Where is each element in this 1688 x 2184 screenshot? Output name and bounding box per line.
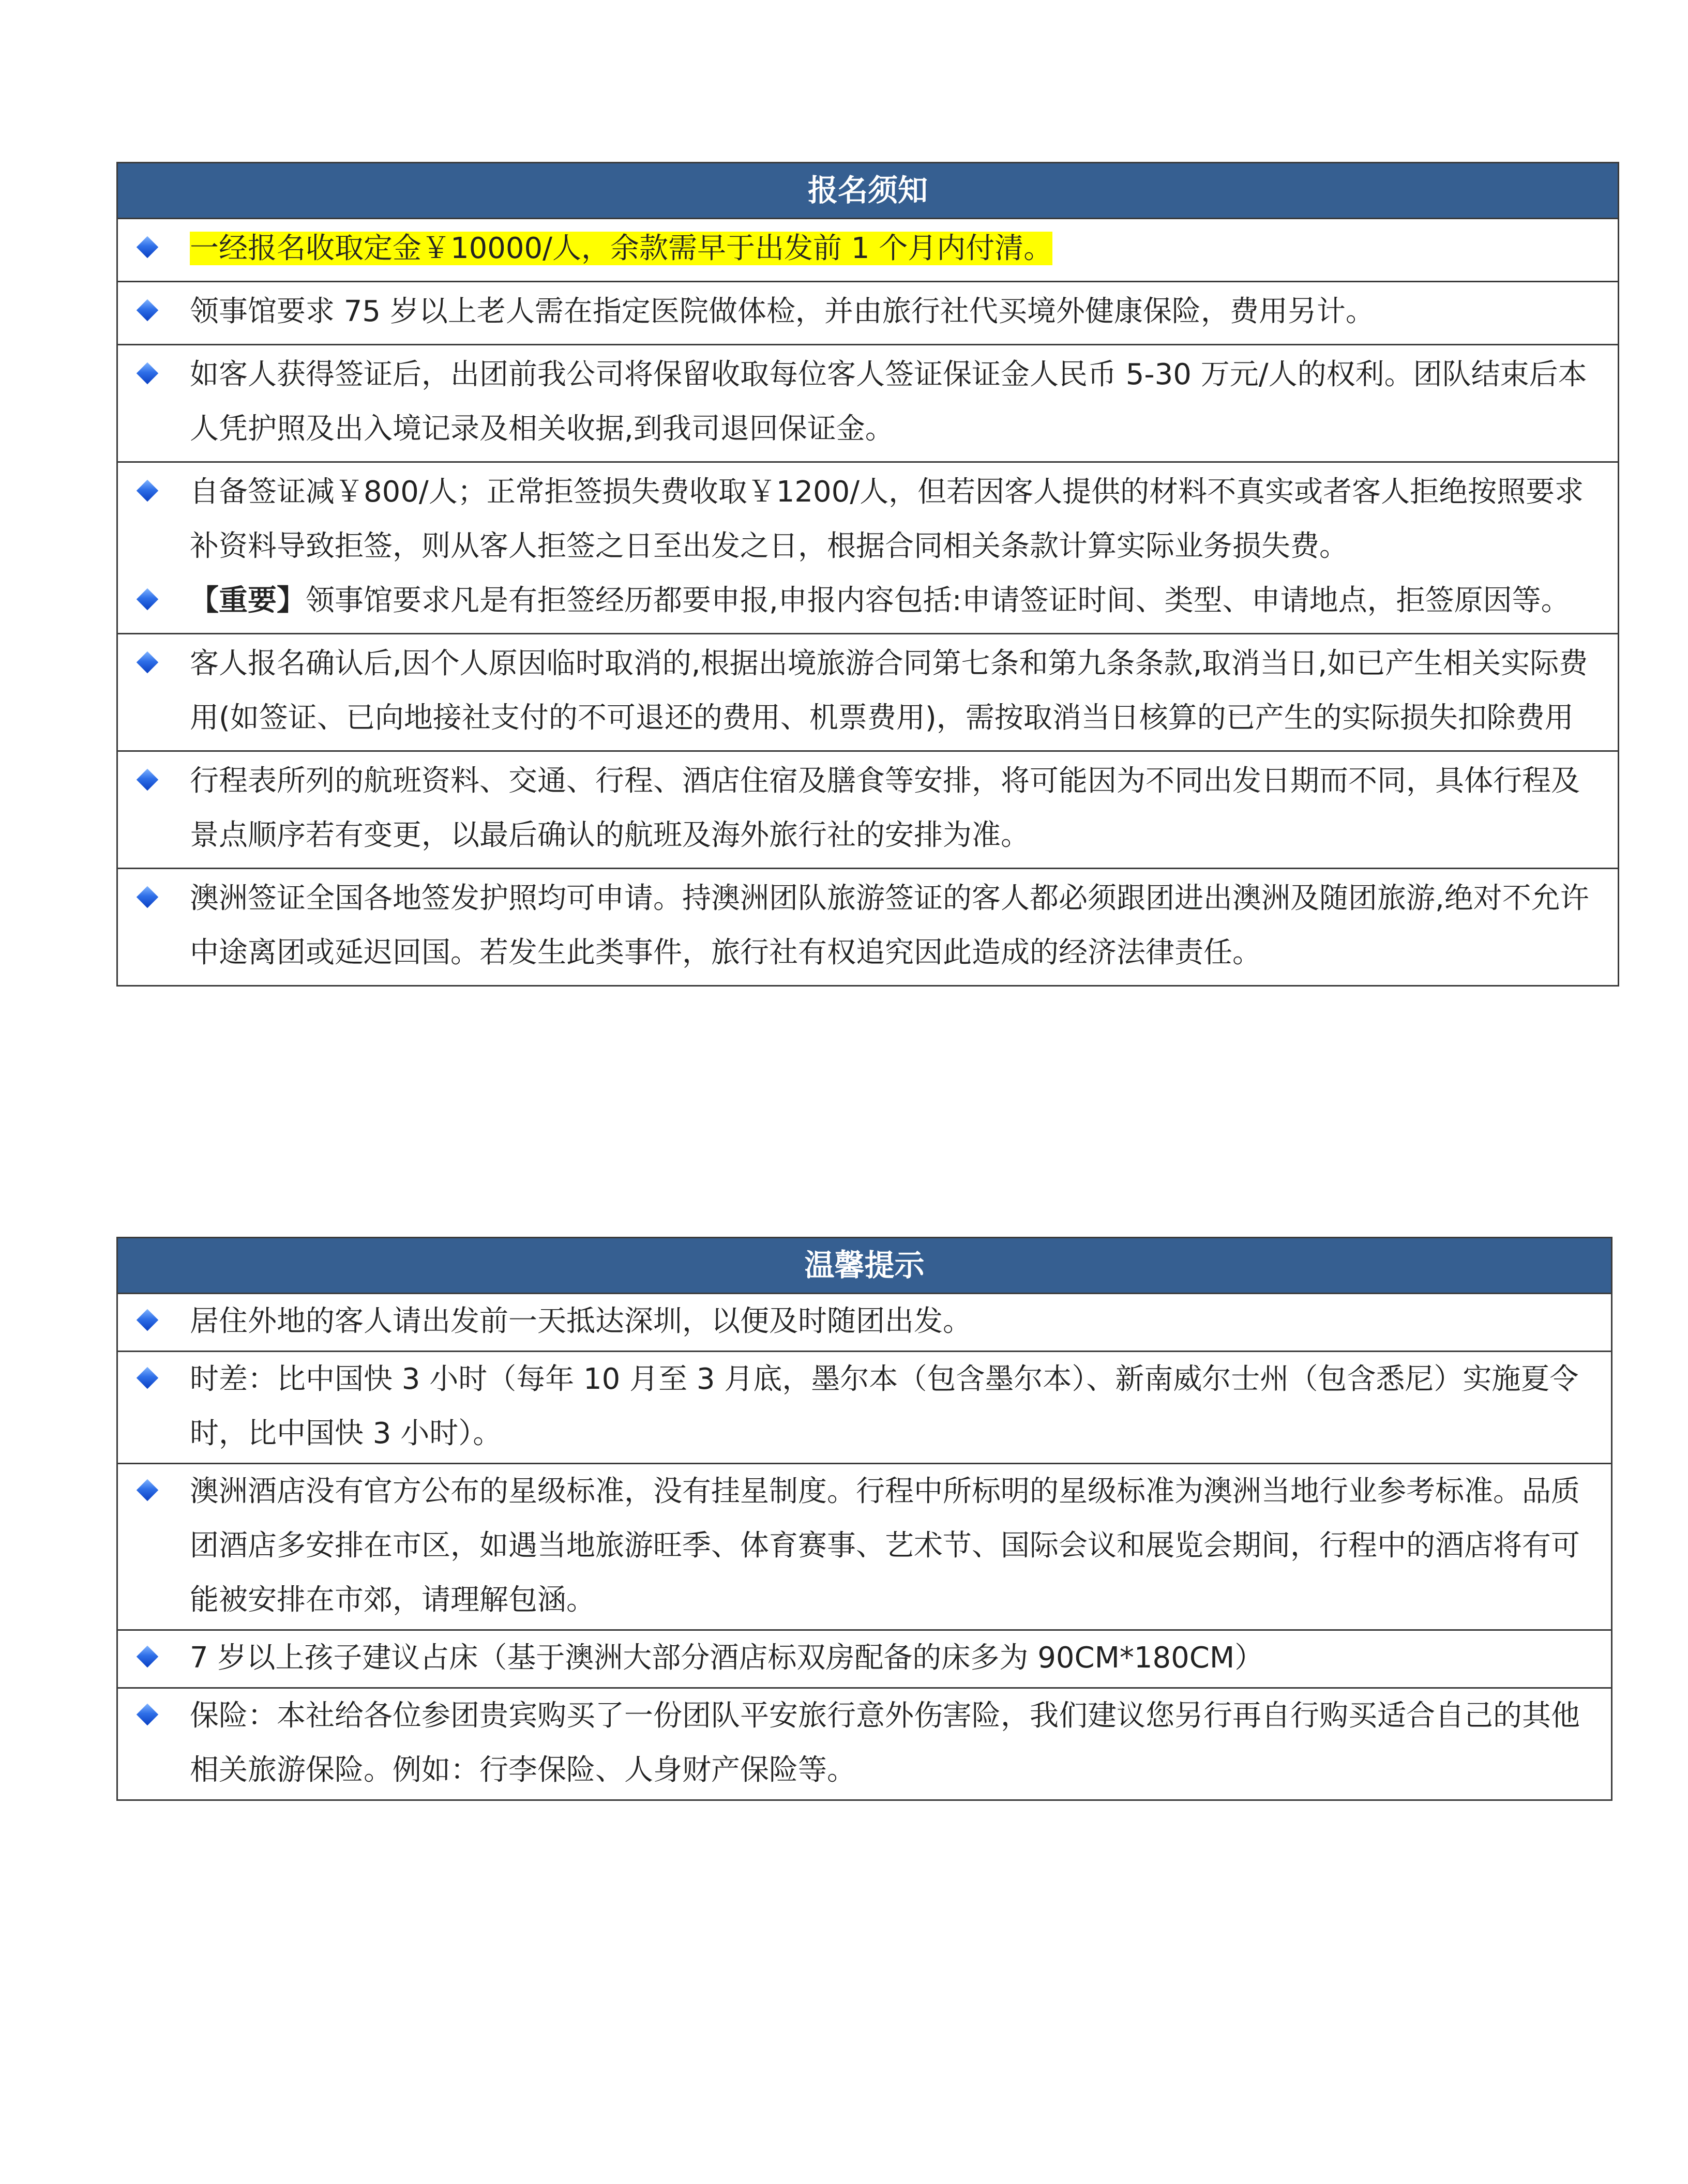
list-item — [118, 754, 1604, 862]
item-text: 澳洲酒店没有官方公布的星级标准，没有挂星制度。行程中所标明的星级标准为澳洲当地行业参考标准。品质团酒店多安排在市区，如遇当地旅游旺季、体育赛事、艺术节、国际会议和展览会期间，行程中的酒店将有可能被安排在市郊，请理解包涵。 — [190, 1475, 1580, 1617]
table-row — [118, 1687, 1611, 1799]
table-row — [118, 1629, 1611, 1687]
registration-title: 报名须知 — [118, 163, 1618, 219]
table-row — [118, 750, 1618, 868]
tips-table — [116, 1237, 1612, 1801]
diamond-bullet-icon — [137, 769, 158, 791]
diamond-bullet-icon — [137, 1479, 158, 1501]
table-row — [118, 281, 1618, 344]
item-text: 保险：本社给各位参团贵宾购买了一份团队平安旅行意外伤害险，我们建议您另行再自行购买适合自己的其他相关旅游保险。例如：行李保险、人身财产保险等。 — [190, 1699, 1580, 1787]
item-text: 时差：比中国快 3 小时（每年 10 月至 3 月底，墨尔本（包含墨尔本）、新南威尔士州（包含悉尼）实施夏令时，比中国快 3 小时）。 — [190, 1362, 1579, 1450]
diamond-bullet-icon — [137, 588, 158, 610]
item-text: 7 岁以上孩子建议占床（基于澳洲大部分酒店标双房配备的床多为 90CM*180CM） — [190, 1641, 1264, 1675]
list-item — [118, 1464, 1597, 1627]
table-row — [118, 344, 1618, 461]
table-row — [118, 1463, 1611, 1629]
table-row — [118, 219, 1618, 281]
diamond-bullet-icon — [137, 362, 158, 384]
diamond-bullet-icon — [137, 1309, 158, 1331]
table-row — [118, 868, 1618, 985]
item-text: 领事馆要求凡是有拒签经历都要申报,申报内容包括:申请签证时间、类型、申请地点，拒签原因等。 — [306, 584, 1570, 617]
item-text: 居住外地的客人请出发前一天抵达深圳，以便及时随团出发。 — [190, 1305, 972, 1338]
list-item-important — [118, 573, 1604, 628]
table-row — [118, 461, 1618, 633]
list-item — [118, 465, 1604, 573]
item-text: 自备签证减￥800/人；正常拒签损失费收取￥1200/人，但若因客人提供的材料不真实或者客人拒绝按照要求补资料导致拒签，则从客人拒签之日至出发之日，根据合同相关条款计算实际业务损失费。 — [190, 475, 1584, 563]
table-row — [118, 1294, 1611, 1351]
item-text: 如客人获得签证后，出团前我公司将保留收取每位客人签证保证金人民币 5-30 万元/人的权利。团队结束后本人凭护照及出入境记录及相关收据,到我司退回保证金。 — [190, 358, 1587, 446]
list-item — [118, 1631, 1597, 1685]
item-text: 行程表所列的航班资料、交通、行程、酒店住宿及膳食等安排，将可能因为不同出发日期而不同，具体行程及景点顺序若有变更，以最后确认的航班及海外旅行社的安排为准。 — [190, 764, 1580, 852]
tips-title: 温馨提示 — [118, 1238, 1611, 1294]
diamond-bullet-icon — [137, 1704, 158, 1725]
list-item — [118, 1352, 1597, 1461]
list-item — [118, 1689, 1597, 1797]
list-item — [118, 871, 1604, 980]
diamond-bullet-icon — [137, 1646, 158, 1667]
table-row — [118, 1351, 1611, 1463]
diamond-bullet-icon — [137, 236, 158, 258]
list-item — [118, 636, 1604, 745]
diamond-bullet-icon — [137, 651, 158, 673]
diamond-bullet-icon — [137, 1367, 158, 1389]
item-text: 领事馆要求 75 岁以上老人需在指定医院做体检，并由旅行社代买境外健康保险，费用另计。 — [190, 295, 1375, 328]
list-item — [118, 1294, 1597, 1348]
item-text: 一经报名收取定金￥10000/人，余款需早于出发前 1 个月内付清。 — [190, 232, 1053, 265]
diamond-bullet-icon — [137, 299, 158, 321]
list-item — [118, 347, 1604, 456]
diamond-bullet-icon — [137, 480, 158, 502]
important-tag: 【重要】 — [190, 584, 306, 617]
list-item — [118, 221, 1604, 276]
item-text: 澳洲签证全国各地签发护照均可申请。持澳洲团队旅游签证的客人都必须跟团进出澳洲及随团旅游,绝对不允许中途离团或延迟回国。若发生此类事件，旅行社有权追究因此造成的经济法律责任。 — [190, 882, 1589, 969]
registration-notice-table — [116, 162, 1619, 987]
item-text: 客人报名确认后,因个人原因临时取消的,根据出境旅游合同第七条和第九条条款,取消当日,如已产生相关实际费用(如签证、已向地接社支付的不可退还的费用、机票费用)，需按取消当日核算的已产生的实际损失扣除费用 — [190, 647, 1588, 735]
diamond-bullet-icon — [137, 886, 158, 908]
list-item — [118, 284, 1604, 339]
table-row — [118, 633, 1618, 750]
